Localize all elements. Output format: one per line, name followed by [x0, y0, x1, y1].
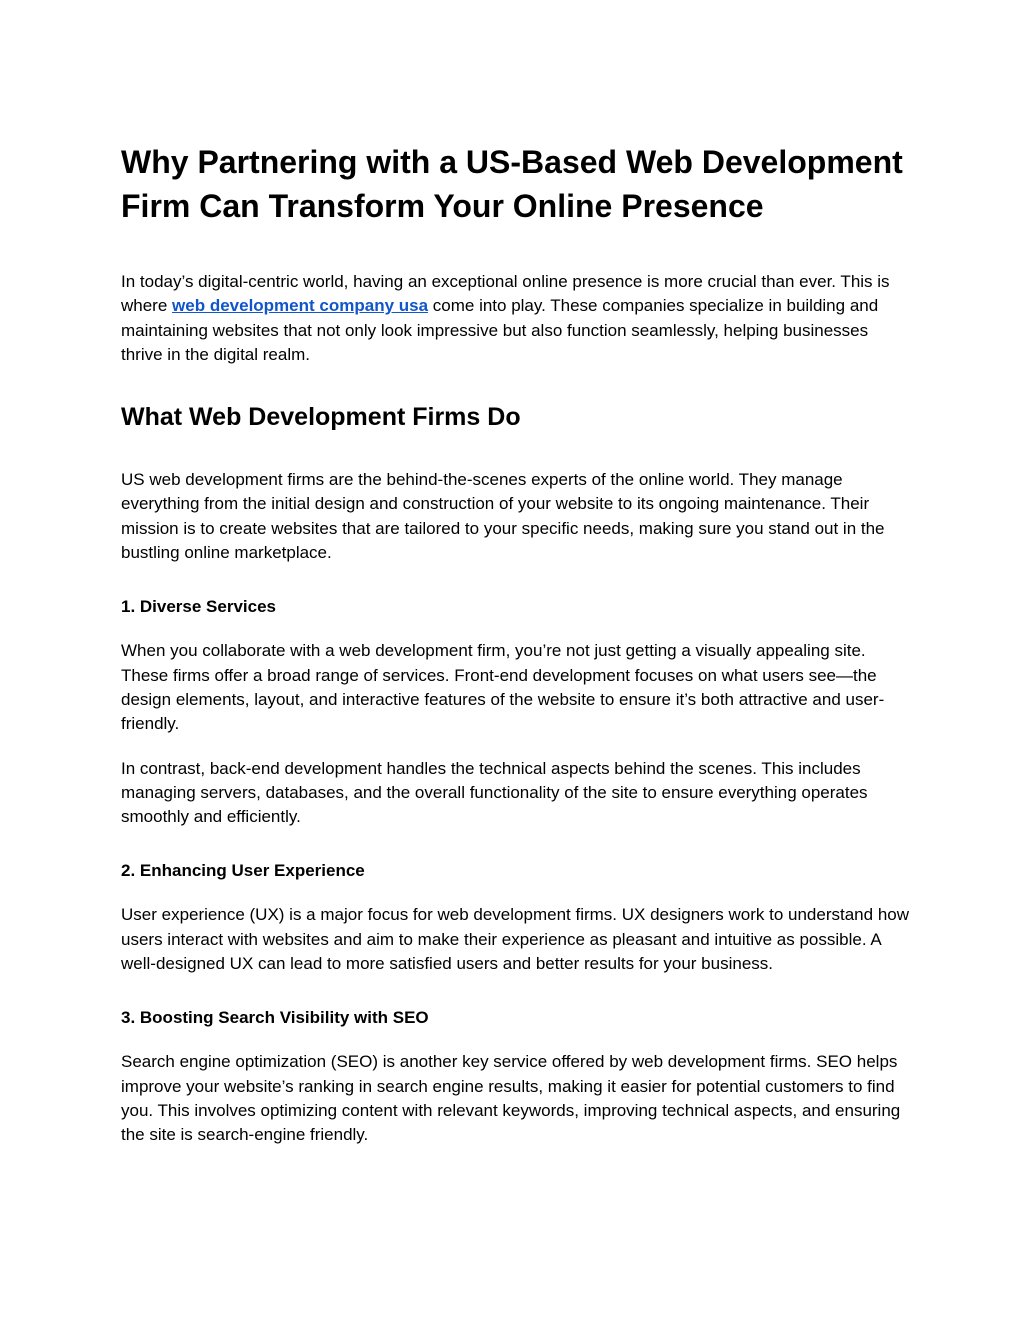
subsection-paragraph: Search engine optimization (SEO) is another key service offered by web development firms. SEO helps improve your website’s ranking in search engine results, making it easier for potential customers to find you. This involves optimizing content with relevant keywords, improving technical aspects, and ensuring the site is search-engine friendly. [121, 1052, 901, 1145]
subsection-paragraph: In contrast, back-end development handles the technical aspects behind the scenes. This includes managing servers, databases, and the overall functionality of the site to ensure everything operates smoothly and efficiently. [121, 758, 868, 827]
intro-paragraph [121, 270, 911, 367]
page-title: Why Partnering with a US-Based Web Development Firm Can Transform Your Online Presence [121, 144, 903, 224]
subsection-heading-seo: 3. Boosting Search Visibility with SEO [121, 1008, 429, 1028]
subsection-heading-user-experience: 2. Enhancing User Experience [121, 861, 365, 881]
web-development-company-link[interactable]: web development company usa [172, 296, 429, 316]
subsection-heading-diverse-services: 1. Diverse Services [121, 597, 277, 617]
intro-text-after-link: come into play. These companies specialize in building and maintaining websites that not only look impressive but also function seamlessly, helping businesses thrive in the digital realm. [121, 296, 879, 364]
section-paragraph: US web development firms are the behind-the-scenes experts of the online world. They manage everything from the initial design and construction of your website to its ongoing maintenance. Their mission is to create websites that are tailored to your specific needs, making sure you stand out in the bustling online marketplace. [121, 470, 885, 563]
intro-text-before-link: In today’s digital-centric world, having an exceptional online presence is more crucial than ever. This is where [121, 272, 890, 316]
document-body [121, 140, 911, 1148]
subsection-paragraph: When you collaborate with a web development firm, you’re not just getting a visually appealing site. These firms offer a broad range of services. Front-end development focuses on what users see—the design elements, layout, and interactive features of the website to ensure it’s both attractive and user-friendly. [121, 641, 885, 734]
subsection-paragraph: User experience (UX) is a major focus for web development firms. UX designers work to understand how users interact with websites and aim to make their experience as pleasant and intuitive as possible. A well-designed UX can lead to more satisfied users and better results for your business. [121, 905, 910, 974]
section-heading: What Web Development Firms Do [121, 403, 521, 432]
